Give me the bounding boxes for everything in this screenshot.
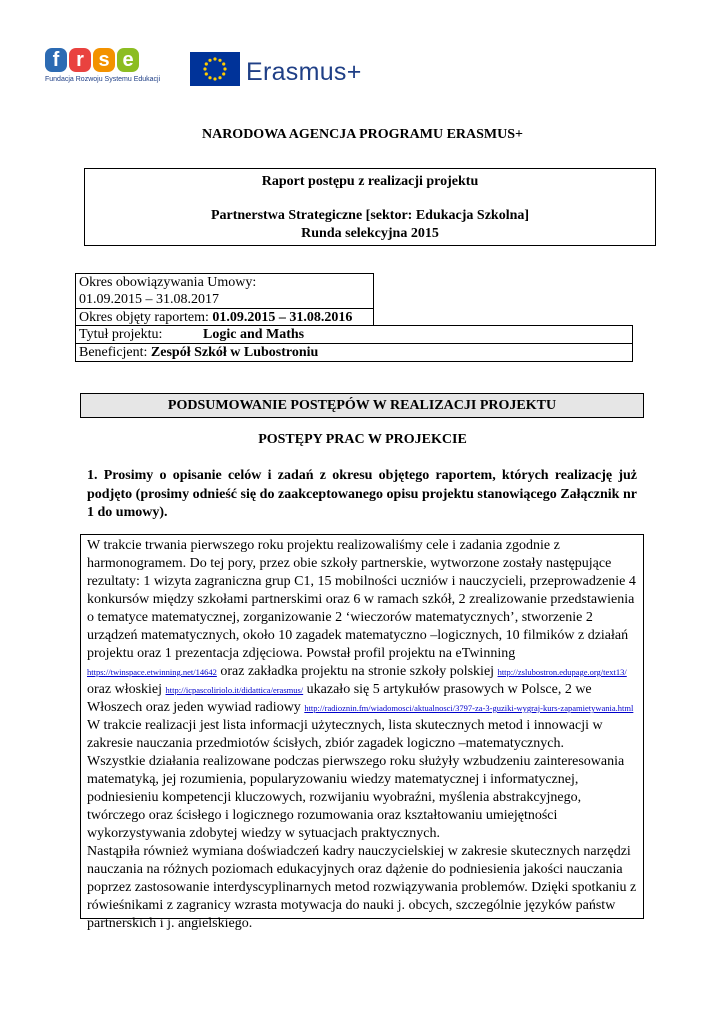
frse-caption: Fundacja Rozwoju Systemu Edukacji [45, 76, 161, 83]
erasmus-plus-logo-text: Erasmus+ [246, 58, 362, 86]
validity-label: Okres obowiązywania Umowy: [79, 275, 257, 290]
eu-flag-icon [190, 52, 240, 86]
answer-paragraph-4: Nastąpiła również wymiana doświadczeń kadry nauczycielskiej w zakresie skutecznych narzędzi nauczania na różnych poziomach edukacyjnych oraz dążenie do podniesienia jakości nauczania poprzez zastosowanie interdyscyplinarnych metod rozwiązywania problemów. Dzięki spotkaniu z rówieśnikami z zagranicy wzrasta motywacja do nauki j. obcych, szczególnie języków państw partnerskich i j. angielskiego. [87, 844, 637, 931]
frse-logo [45, 48, 161, 94]
question-1: 1. Prosimy o opisanie celów i zadań z okresu objętego raportem, których realizację już podjęto (prosimy odnieść się do zaakceptowanego opisu projektu stanowiącego Załącznik nr 1 do umowy). [87, 468, 637, 520]
project-title-label: Tytuł projektu: [79, 327, 163, 342]
frse-letter-e: e [117, 48, 139, 72]
beneficiary-label: Beneficjent: [79, 345, 151, 360]
answer-p1-part-a: W trakcie trwania pierwszego roku projektu realizowaliśmy cele i zadania zgodnie z harmonogramem. Do tej pory, przez obie szkoły partnerskie, wytworzone zostały następujące rezultaty: 1 wizyta zagraniczna grup C1, 15 mobilności uczniów i nauczycieli, przeprowadzenie 4 konkursów między szkołami partnerskimi oraz 6 w ramach szkół, 2 zrealizowanie przedstawienia o tematyce matematycznej, zorganizowanie 2 ‘wieczorów matematycznych’, stworzenie 2 urządzeń matematycznych, około 10 zagadek matematyczno –logicznych, 10 filmików z działań projektu oraz 1 prezentacja zdjęciowa. Powstał profil projektu na eTwinning [87, 538, 636, 661]
report-round: Runda selekcyjna 2015 [301, 226, 439, 241]
contract-info-table [75, 273, 374, 326]
frse-letter-s: s [93, 48, 115, 72]
answer-p1-part-c: oraz włoskiej [87, 682, 166, 697]
covered-period-row [76, 308, 373, 326]
etwinning-link[interactable]: https://twinspace.etwinning.net/14642 [87, 667, 217, 677]
polish-school-link[interactable]: http://zslubostron.edupage.org/text13/ [497, 667, 627, 677]
covered-period-value: 01.09.2015 – 31.08.2016 [212, 310, 353, 325]
validity-row [76, 274, 373, 308]
summary-header: PODSUMOWANIE POSTĘPÓW W REALIZACJI PROJEKTU [80, 393, 644, 418]
radio-link[interactable]: http://radioznin.fm/wiadomosci/aktualnosci/3797-za-3-guziki-wygraj-kurs-zapamietywania.html [304, 703, 634, 713]
answer-p1-part-d: ukazało się 5 artykułów prasowych w Polsce, 2 we Włoszech oraz jeden wywiad radiowy [87, 682, 592, 715]
progress-header: POSTĘPY PRAC W PROJEKCIE [258, 432, 467, 447]
report-title: Raport postępu z realizacji projektu [261, 174, 479, 189]
project-info-table [75, 325, 633, 362]
answer-paragraph-2: W trakcie realizacji jest lista informacji użytecznych, lista skutecznych metod i innowacji w zakresie nauczania przedmiotów ścisłych, zbiór zagadek logiczno –matematycznych. [87, 718, 603, 751]
answer-paragraph-1 [87, 537, 637, 717]
report-title-box [84, 168, 656, 246]
frse-letter-f: f [45, 48, 67, 72]
project-title-value: Logic and Maths [203, 327, 305, 342]
answer-p1-part-b: oraz zakładka projektu na stronie szkoły polskiej [216, 664, 498, 679]
project-title-row [76, 326, 632, 343]
italian-school-link[interactable]: http://icpascoliriolo.it/didattica/erasmus/ [165, 685, 304, 695]
beneficiary-value: Zespół Szkół w Lubostroniu [150, 345, 319, 360]
frse-letter-r: r [69, 48, 91, 72]
beneficiary-row [76, 343, 632, 361]
covered-period-label: Okres objęty raportem: [79, 310, 213, 325]
report-programme: Partnerstwa Strategiczne [sektor: Edukacja Szkolna] [210, 208, 530, 223]
validity-value: 01.09.2015 – 31.08.2017 [79, 292, 219, 307]
answer-box [80, 534, 644, 931]
agency-heading: NARODOWA AGENCJA PROGRAMU ERASMUS+ [201, 127, 524, 142]
answer-paragraph-3: Wszystkie działania realizowane podczas pierwszego roku służyły wzbudzeniu zainteresowania matematyką, jej rozumienia, popularyzowaniu wiedzy matematycznej i informatycznej, podniesieniu kompetencji kluczowych, rozwijaniu wyobraźni, myślenia abstrakcyjnego, twórczego oraz ścisłego i logicznego rozumowania oraz kształtowaniu umiejętności wykorzystywania zdobytej wiedzy w sytuacjach praktycznych. [87, 754, 625, 841]
